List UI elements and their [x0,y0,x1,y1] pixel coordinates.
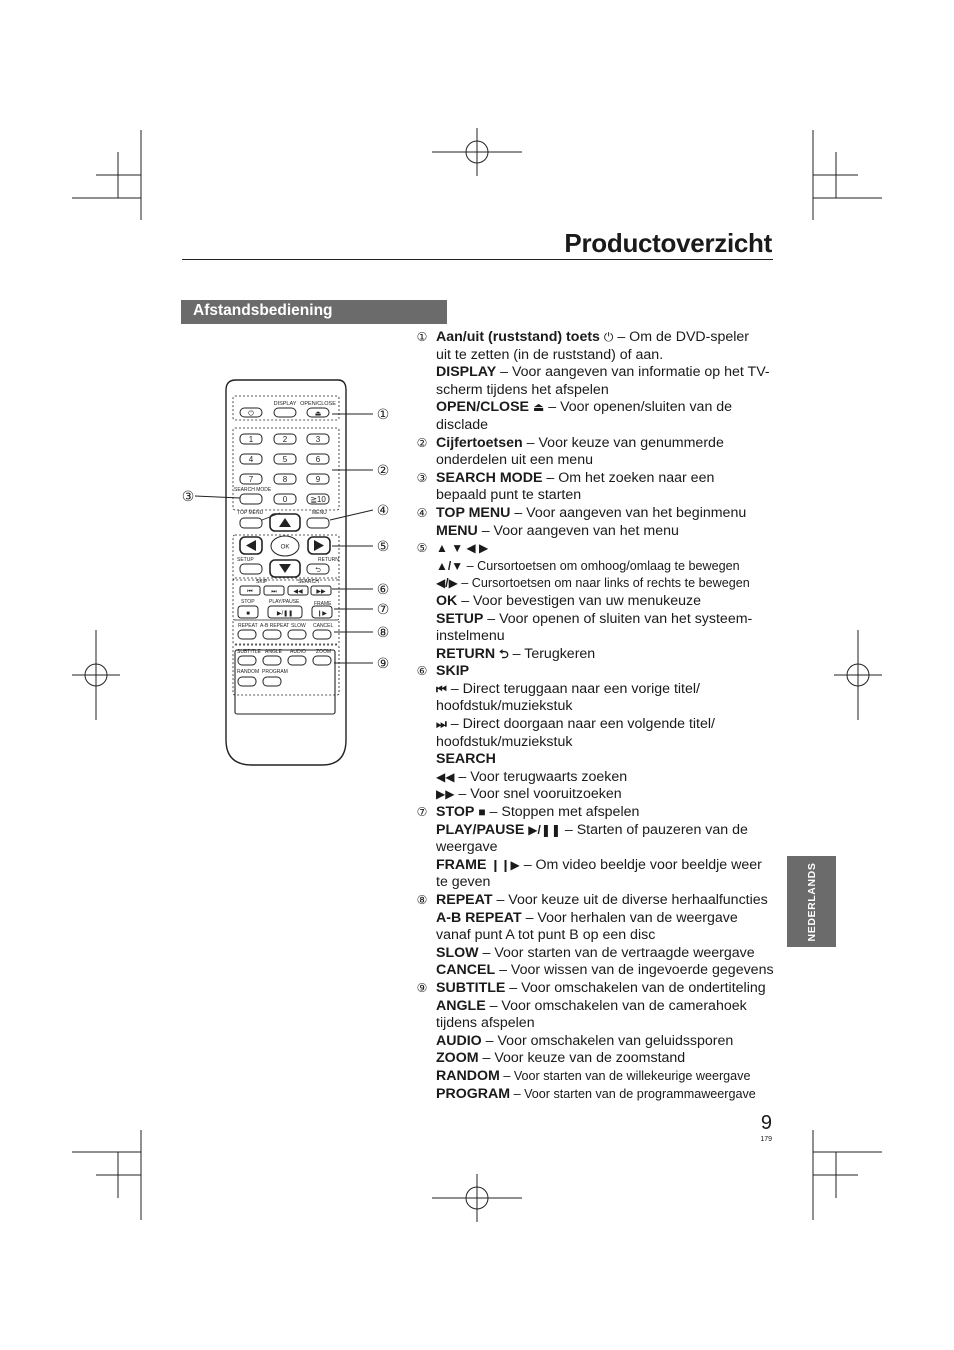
random-button[interactable] [238,677,256,686]
term-slow: SLOW [436,944,479,961]
repeat-button[interactable] [238,630,256,639]
desc-text: – Voor omschakelen van de ondertiteling [505,979,766,996]
desc-text: – Voor wissen van de ingevoerde gegevens [495,962,774,979]
desc-text: hoofdstuk/muziekstuk [436,733,573,750]
desc-text: – Om het zoeken naar een [542,469,715,486]
left-arrow-icon [246,540,256,551]
term-angle: ANGLE [436,997,486,1014]
right-arrow-icon [314,540,324,551]
callout-5: ⑤ [376,538,390,554]
up-arrow-icon [279,518,291,527]
item-number: ⑦ [416,805,428,820]
menu-button[interactable] [307,518,329,528]
desc-text: – Voor herhalen van de weergave [521,909,738,926]
menu-label: MENU [312,510,327,516]
skip-forward-icon: ⏭ [436,717,447,732]
search-label: SEARCH [298,579,319,585]
item-number: ⑤ [416,541,428,556]
callout-line-4a [330,510,373,520]
desc-text: – Voor keuze uit de diverse herhaalfuncties [492,892,768,908]
zoom-label: ZOOM [316,649,331,655]
language-label: NEDERLANDS [805,862,818,941]
term-skip: SKIP [436,663,470,680]
desc-text: onderdelen uit een menu [436,452,593,469]
description-list [414,329,776,1103]
list-item-6 [414,663,776,804]
term-ok: OK [436,592,458,609]
desc-text: – Voor snel vooruitzoeken [454,786,622,803]
section-title: Afstandsbediening [193,302,333,319]
desc-text: bepaald punt te starten [436,487,582,504]
ok-label: OK [280,544,290,551]
desc-text: – Voor omschakelen van de camerahoek [485,997,747,1014]
repeat-label: REPEAT [238,623,258,629]
digit-4-label: 4 [248,455,254,464]
callout-6: ⑥ [376,581,390,597]
digit-2-label: 2 [282,435,288,444]
skip-back-icon: ⏮ [247,589,253,595]
callout-line-4b [262,513,280,520]
term-ab-repeat: A-B REPEAT [436,909,522,926]
return-icon: ⮌ [315,567,321,574]
term-search: SEARCH [436,751,496,768]
program-label: PROGRAM [262,669,288,675]
term-zoom: ZOOM [436,1050,479,1067]
digit-1-label: 1 [248,435,254,444]
term-display: DISPLAY [436,364,497,381]
random-label: RANDOM [237,669,260,675]
desc-text: – Voor keuze van de zoomstand [478,1050,686,1067]
fast-forward-icon: ▶▶ [316,589,326,595]
term-top-menu: TOP MENU [436,504,511,521]
term-program: PROGRAM [436,1085,511,1102]
skip-forward-icon: ⏭ [271,589,277,595]
frame-label: FRAME [314,601,332,607]
digit-3-label: 3 [315,435,321,444]
play-pause-label: PLAY/PAUSE [269,599,300,605]
cancel-label: CANCEL [313,623,334,629]
callout-8: ⑧ [376,624,390,640]
list-item-9 [414,980,776,1103]
term-power: Aan/uit (ruststand) toets [436,329,600,345]
desc-text: – Voor starten van de vertraagde weergave [478,944,755,961]
frame-icon: ❙▶ [317,611,327,617]
angle-label: ANGLE [265,649,282,655]
item-number: ② [416,435,428,450]
skip-label: SKIP [256,579,268,585]
item-number: ④ [416,505,428,520]
ab-repeat-button[interactable] [263,630,281,639]
term-audio: AUDIO [436,1032,482,1049]
slow-label: SLOW [291,623,306,629]
arrow-keys-icon: ▲ ▼ ◀ ▶ [436,541,489,556]
desc-text: – Voor aangeven van het beginmenu [510,504,747,521]
ab-repeat-label: A-B REPEAT [260,623,290,629]
down-arrow-icon [279,564,291,573]
return-label: RETURN [318,557,339,563]
desc-text: – Voor terugwaarts zoeken [454,768,628,785]
list-item-4 [414,505,776,540]
term-stop: STOP [436,804,475,821]
item-number: ⑥ [416,664,428,679]
desc-text: vanaf punt A tot punt B op een disc [436,927,656,944]
audio-button[interactable] [288,656,306,665]
program-button[interactable] [263,677,281,686]
desc-text: – Voor starten van de programmaweergave [510,1086,756,1101]
desc-text: uit te zetten (in de ruststand) of aan. [436,346,664,363]
desc-text: – Voor openen of sluiten van het systeem- [483,610,753,627]
digit-10plus-label: ≧10 [310,495,326,504]
digit-0-label: 0 [282,495,288,504]
desc-text: – Om de DVD-speler [613,329,750,345]
list-item-5 [414,540,776,663]
term-return: RETURN [436,645,496,662]
desc-text: – Voor starten van de willekeurige weergave [499,1068,751,1083]
item-number: ⑨ [416,980,428,995]
item-number: ③ [416,470,428,485]
term-repeat: REPEAT [436,892,493,908]
page-title: Productoverzicht [564,228,772,258]
desc-text: – Cursortoetsen om naar links of rechts te bewegen [457,576,750,591]
desc-text: – Terugkeren [508,645,596,662]
top-menu-label: TOP MENU [237,510,264,516]
callout-3: ③ [181,488,195,504]
callout-4: ④ [376,502,390,518]
power-icon: ⏻ [603,330,614,344]
desc-text: te geven [436,874,491,891]
desc-text: – Voor aangeven van informatie op het TV- [496,364,770,381]
desc-text: – Voor aangeven van het menu [477,522,679,539]
desc-text: scherm tijdens het afspelen [436,381,609,398]
digit-5-label: 5 [282,455,288,464]
desc-text: disclade [436,416,489,433]
digit-9-label: 9 [315,475,321,484]
display-button[interactable] [274,408,296,417]
desc-text: hoofdstuk/muziekstuk [436,698,573,715]
term-digits: Cijfertoetsen [436,434,523,451]
desc-text: – Voor bevestigen van uw menukeuze [457,592,701,609]
fast-forward-icon: ▶▶ [436,787,455,802]
slow-button[interactable] [288,630,306,639]
callout-7: ⑦ [376,601,390,617]
item-number: ⑧ [416,893,428,907]
term-search-mode: SEARCH MODE [436,469,543,486]
desc-text: – Voor openen/sluiten van de [544,399,733,416]
item-number: ① [416,330,428,344]
page-number: 9 [760,1112,772,1134]
search-mode-button[interactable] [240,494,262,504]
desc-text: tijdens afspelen [436,1015,535,1032]
setup-button[interactable] [240,564,262,574]
digit-8-label: 8 [282,475,288,484]
term-setup: SETUP [436,610,484,627]
eject-icon: ⏏ [314,410,322,418]
term-random: RANDOM [436,1067,500,1084]
desc-text: – Voor keuze van genummerde [522,434,724,451]
desc-text: – Cursortoetsen om omhoog/omlaag te bewegen [463,558,740,573]
term-menu: MENU [436,522,478,539]
subtitle-label: SUBTITLE [237,649,261,655]
play-pause-icon: ▶/❚❚ [528,822,561,837]
term-open-close: OPEN/CLOSE [436,399,530,416]
setup-label: SETUP [237,557,254,563]
list-item-8 [414,892,776,980]
callout-1: ① [376,406,390,422]
lower-panel [235,650,335,714]
list-item-3 [414,470,776,505]
desc-text: instelmenu [436,628,505,645]
desc-text: – Direct doorgaan naar een volgende titel/ [446,716,715,733]
list-item-2 [414,435,776,470]
callout-9: ⑨ [376,655,390,671]
term-cancel: CANCEL [436,962,496,979]
search-mode-label: SEARCH MODE [234,487,272,493]
desc-text: – Starten of pauzeren van de [560,821,748,838]
display-label: DISPLAY [273,401,297,407]
term-play-pause: PLAY/PAUSE [436,821,525,838]
desc-text: – Direct teruggaan naar een vorige titel/ [446,680,700,697]
skip-back-icon: ⏮ [436,681,447,696]
cancel-button[interactable] [313,630,331,639]
angle-button[interactable] [263,656,281,665]
list-item-7 [414,804,776,892]
page-sub-number: 179 [760,1136,772,1143]
zoom-button[interactable] [313,656,331,665]
list-item-1 [414,329,776,435]
eject-icon: ⏏ [532,400,545,415]
frame-icon: ❙❙▶ [490,857,520,872]
digit-6-label: 6 [315,455,321,464]
rewind-icon: ◀◀ [293,589,303,595]
audio-label: AUDIO [290,649,306,655]
term-subtitle: SUBTITLE [436,979,506,996]
desc-text: – Om video beeldje voor beeldje weer [519,856,762,873]
digit-7-label: 7 [248,475,254,484]
desc-text: weergave [436,839,498,856]
up-down-icon: ▲/▼ [436,558,464,573]
stop-icon: ■ [246,611,250,617]
power-icon: ⏻ [248,410,254,418]
desc-text: – Stoppen met afspelen [485,804,640,821]
subtitle-button[interactable] [238,656,256,665]
term-frame: FRAME [436,856,487,873]
rewind-icon: ◀◀ [436,769,455,784]
open-close-label: OPEN/CLOSE [300,401,336,407]
left-right-icon: ◀/▶ [436,576,458,591]
stop-icon: ■ [478,805,486,820]
play-pause-icon: ▶/❚❚ [276,611,294,617]
top-menu-button[interactable] [240,518,262,528]
return-icon: ⮌ [499,646,509,661]
stop-label: STOP [241,599,255,605]
desc-text: – Voor omschakelen van geluidssporen [481,1032,734,1049]
callout-2: ② [376,462,390,478]
